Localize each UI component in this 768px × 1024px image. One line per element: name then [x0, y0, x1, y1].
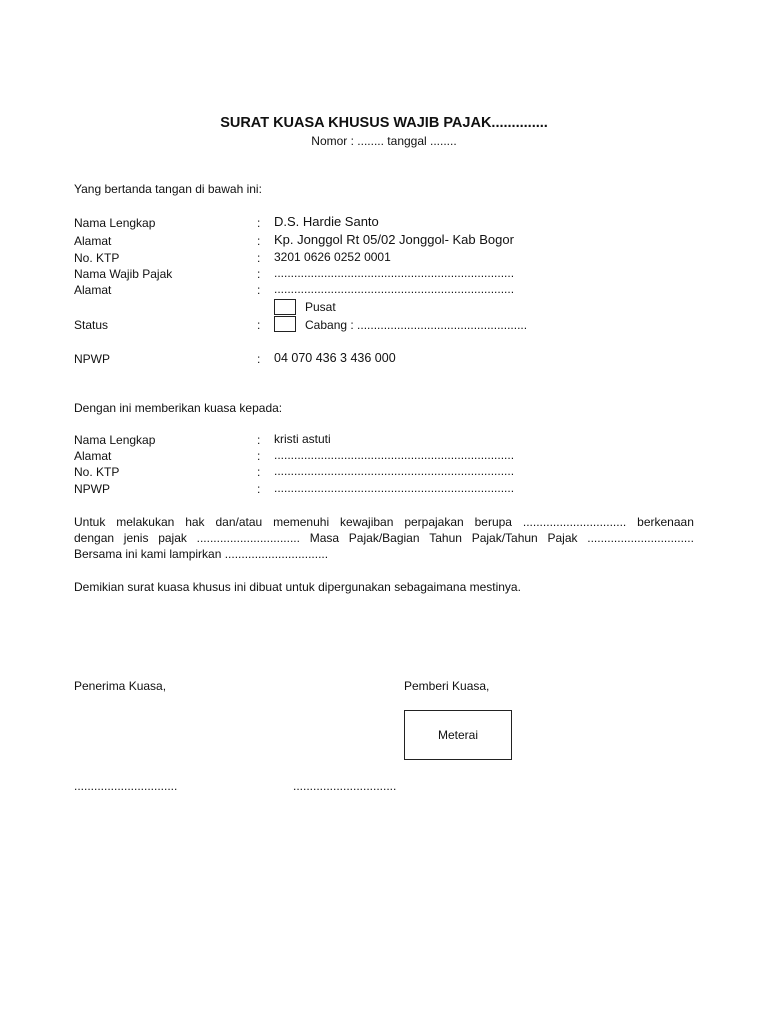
stamp-label: Meterai [437, 728, 478, 742]
paragraph-word: perpajakan [404, 515, 464, 529]
grantor-name-label: Nama Lengkap [74, 216, 156, 230]
grantee-ktp-value: ........................................................................ [274, 464, 515, 478]
colon: : [257, 318, 261, 332]
paragraph-word: Pajak/Bagian [348, 531, 420, 545]
grantor-address-value: Kp. Jonggol Rt 05/02 Jonggol- Kab Bogor [274, 232, 514, 247]
grantee-ktp-label: No. KTP [74, 465, 120, 479]
colon: : [257, 216, 261, 230]
paragraph-word: ............................... [196, 531, 300, 545]
document-number-line: Nomor : ........ tanggal ........ [311, 134, 457, 148]
paragraph-word: kewajiban [340, 515, 394, 529]
paragraph-word: berkenaan [637, 515, 694, 529]
paragraph-word: jenis [123, 531, 149, 545]
grantor-intro: Yang bertanda tangan di bawah ini: [74, 182, 262, 196]
paragraph-word: memenuhi [273, 515, 330, 529]
status-label: Status [74, 318, 109, 332]
grantee-address-value: ........................................................................ [274, 448, 515, 462]
colon: : [257, 234, 261, 248]
stamp-box [404, 710, 512, 760]
colon: : [257, 449, 261, 463]
giver-signature-line: ............................... [293, 779, 397, 793]
paragraph-word: Masa [309, 531, 340, 545]
purpose-line-2 [74, 530, 694, 546]
paragraph-word: ................................ [587, 531, 694, 545]
paragraph-word: dengan [74, 531, 115, 545]
paragraph-word: Pajak/Tahun [471, 531, 538, 545]
receiver-signature-line: ............................... [74, 779, 178, 793]
status-pusat-label: Pusat [305, 300, 336, 314]
paragraph-word: melakukan [116, 515, 175, 529]
grantor-npwp-value: 04 070 436 3 436 000 [274, 351, 396, 365]
grantee-intro: Dengan ini memberikan kuasa kepada: [74, 401, 283, 415]
taxpayer-name-label: Nama Wajib Pajak [74, 267, 173, 281]
purpose-line-3: Bersama ini kami lampirkan ............................... [74, 547, 329, 561]
colon: : [257, 267, 261, 281]
grantor-npwp-label: NPWP [74, 352, 110, 366]
grantor-name-value: D.S. Hardie Santo [274, 214, 379, 229]
taxpayer-address-label: Alamat [74, 283, 112, 297]
paragraph-word: hak [185, 515, 205, 529]
paragraph-word: ............................... [522, 515, 627, 529]
paragraph-word: pajak [158, 531, 187, 545]
grantor-ktp-label: No. KTP [74, 251, 120, 265]
status-cabang-label: Cabang : ................................................... [305, 318, 528, 332]
colon: : [257, 352, 261, 366]
closing-statement: Demikian surat kuasa khusus ini dibuat untuk dipergunakan sebagaimana mestinya. [74, 580, 521, 594]
status-cabang-checkbox[interactable] [274, 316, 296, 332]
grantee-npwp-value: ........................................................................ [274, 481, 515, 495]
paragraph-word: Tahun [429, 531, 462, 545]
colon: : [257, 465, 261, 479]
colon: : [257, 482, 261, 496]
status-pusat-checkbox[interactable] [274, 299, 296, 315]
paragraph-word: dan/atau [215, 515, 263, 529]
paragraph-word: Untuk [74, 515, 106, 529]
purpose-line-1 [74, 514, 694, 530]
grantor-ktp-value: 3201 0626 0252 0001 [274, 250, 391, 264]
document-title: SURAT KUASA KHUSUS WAJIB PAJAK.............. [220, 115, 548, 131]
taxpayer-name-value: ........................................................................ [274, 266, 515, 280]
grantee-name-value: kristi astuti [274, 432, 331, 446]
giver-label: Pemberi Kuasa, [404, 679, 490, 693]
paragraph-word: Pajak [547, 531, 578, 545]
colon: : [257, 283, 261, 297]
paragraph-word: berupa [474, 515, 512, 529]
purpose-paragraph [74, 514, 694, 562]
colon: : [257, 251, 261, 265]
grantee-address-label: Alamat [74, 449, 112, 463]
receiver-label: Penerima Kuasa, [74, 679, 167, 693]
taxpayer-address-value: ........................................................................ [274, 282, 515, 296]
grantee-npwp-label: NPWP [74, 482, 110, 496]
grantor-address-label: Alamat [74, 234, 112, 248]
colon: : [257, 433, 261, 447]
grantee-name-label: Nama Lengkap [74, 433, 156, 447]
